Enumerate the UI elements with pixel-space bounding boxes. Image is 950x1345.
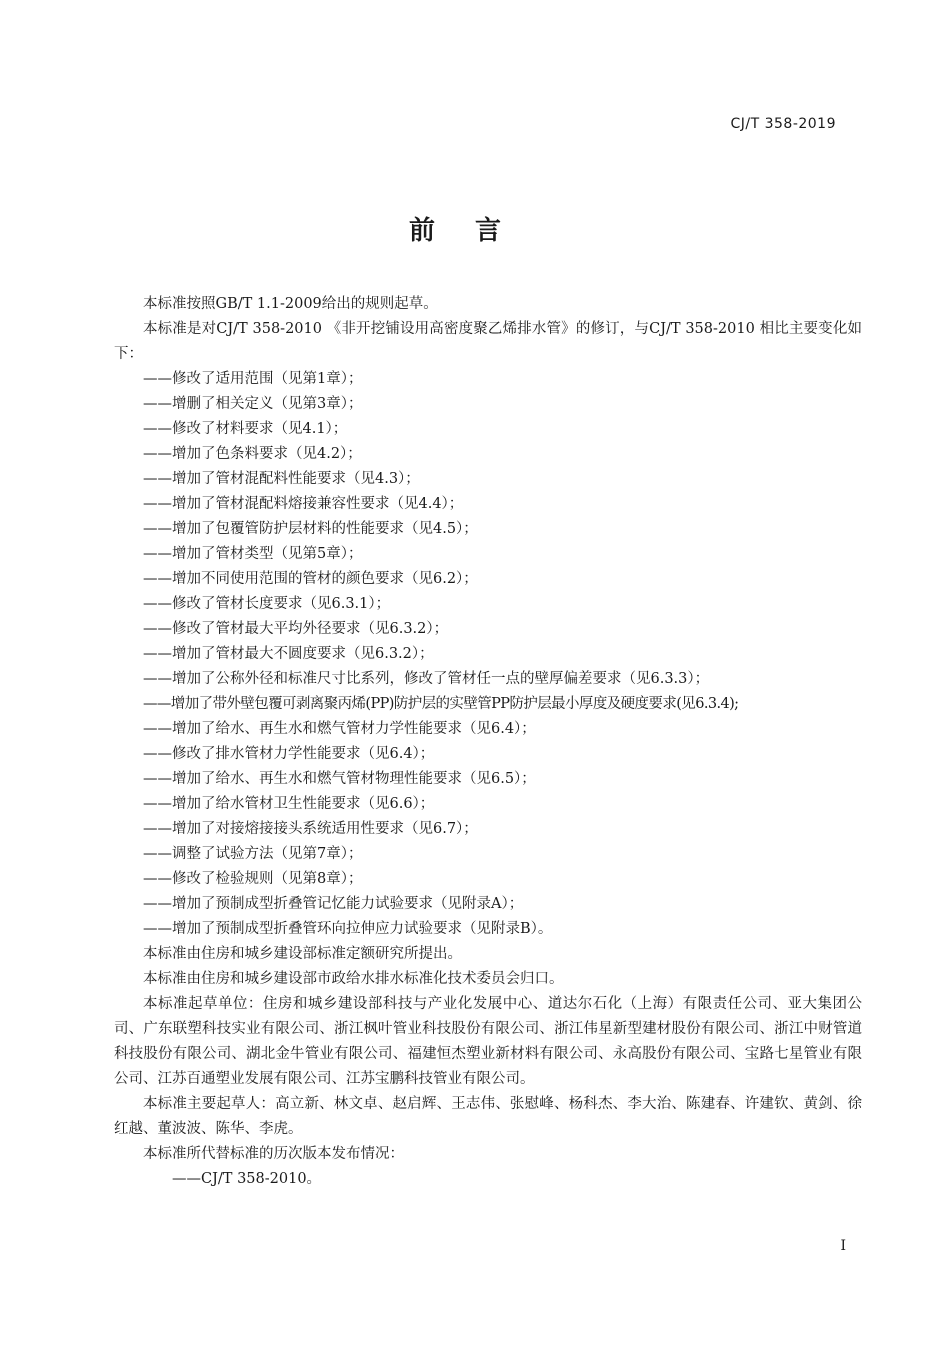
list-item: ——修改了管材长度要求（见6.3.1）； — [143, 596, 391, 612]
list-item: ——增删了相关定义（见第3章）； — [143, 396, 363, 412]
list-item: ——增加了给水、再生水和燃气管材物理性能要求（见6.5）； — [143, 771, 536, 787]
list-item: ——增加了管材类型（见第5章）； — [143, 546, 363, 562]
list-item: ——增加了管材混配料熔接兼容性要求（见4.4）； — [143, 496, 464, 512]
changes-list — [114, 367, 862, 942]
paragraph-committee: 本标准由住房和城乡建设部市政给水排水标准化技术委员会归口。 — [143, 971, 564, 987]
list-item: ——增加了管材混配料性能要求（见4.3）； — [143, 471, 420, 487]
list-item: ——增加了预制成型折叠管环向拉伸应力试验要求（见附录B）。 — [143, 921, 553, 937]
page-title: 前言 — [408, 216, 541, 246]
list-item: ——增加了给水管材卫生性能要求（见6.6）； — [143, 796, 435, 812]
list-item: ——修改了材料要求（见4.1）； — [143, 421, 348, 437]
list-item: ——修改了排水管材力学性能要求（见6.4）； — [143, 746, 435, 762]
paragraph-revision-intro: 本标准是对CJ/T 358-2010 《非开挖铺设用高密度聚乙烯排水管》的修订，与CJ/T 358-2010 相比主要变化如下： — [114, 321, 862, 362]
paragraph-drafting-rules: 本标准按照GB/T 1.1-2009给出的规则起草。 — [143, 296, 438, 312]
paragraph-proposer: 本标准由住房和城乡建设部标准定额研究所提出。 — [143, 946, 462, 962]
list-item: ——增加了预制成型折叠管记忆能力试验要求（见附录A）； — [143, 896, 524, 912]
list-item: ——增加了色条料要求（见4.2）； — [143, 446, 362, 462]
list-item: ——增加了带外壁包覆可剥离聚丙烯(PP)防护层的实壁管PP防护层最小厚度及硬度要求(见6.3.4); — [143, 696, 739, 712]
paragraph-drafting-units: 本标准起草单位：住房和城乡建设部科技与产业化发展中心、道达尔石化（上海）有限责任公司、亚大集团公司、广东联塑科技实业有限公司、浙江枫叶管业科技股份有限公司、浙江伟星新型建材股份有限公司、浙江中财管道科技股份有限公司、湖北金牛管业有限公司、福建恒杰塑业新材料有限公司、永高股份有限公司、宝路七星管业有限公司、江苏百通塑业发展有限公司、江苏宝鹏科技管业有限公司。 — [114, 996, 862, 1087]
list-item: ——增加了管材最大不圆度要求（见6.3.2）； — [143, 646, 434, 662]
list-item: ——调整了试验方法（见第7章）； — [143, 846, 363, 862]
standard-code: CJ/T 358-2019 — [730, 116, 836, 132]
preface-body — [114, 292, 862, 1192]
list-item: ——增加了给水、再生水和燃气管材力学性能要求（见6.4）； — [143, 721, 536, 737]
list-item: ——增加了包覆管防护层材料的性能要求（见4.5）； — [143, 521, 478, 537]
page-number: I — [840, 1238, 846, 1254]
list-item: ——增加了公称外径和标准尺寸比系列，修改了管材任一点的壁厚偏差要求（见6.3.3）； — [143, 671, 710, 687]
list-item: ——修改了检验规则（见第8章）； — [143, 871, 363, 887]
list-item: ——增加不同使用范围的管材的颜色要求（见6.2）； — [143, 571, 478, 587]
history-item: ——CJ/T 358-2010。 — [172, 1171, 322, 1187]
list-item: ——修改了管材最大平均外径要求（见6.3.2）； — [143, 621, 449, 637]
paragraph-drafters: 本标准主要起草人：高立新、林文卓、赵启辉、王志伟、张慰峰、杨科杰、李大治、陈建春、许建钦、黄剑、徐红越、董波波、陈华、李虎。 — [114, 1096, 862, 1137]
paragraph-history-intro: 本标准所代替标准的历次版本发布情况： — [143, 1146, 404, 1162]
list-item: ——增加了对接熔接接头系统适用性要求（见6.7）； — [143, 821, 478, 837]
list-item: ——修改了适用范围（见第1章）； — [143, 371, 363, 387]
